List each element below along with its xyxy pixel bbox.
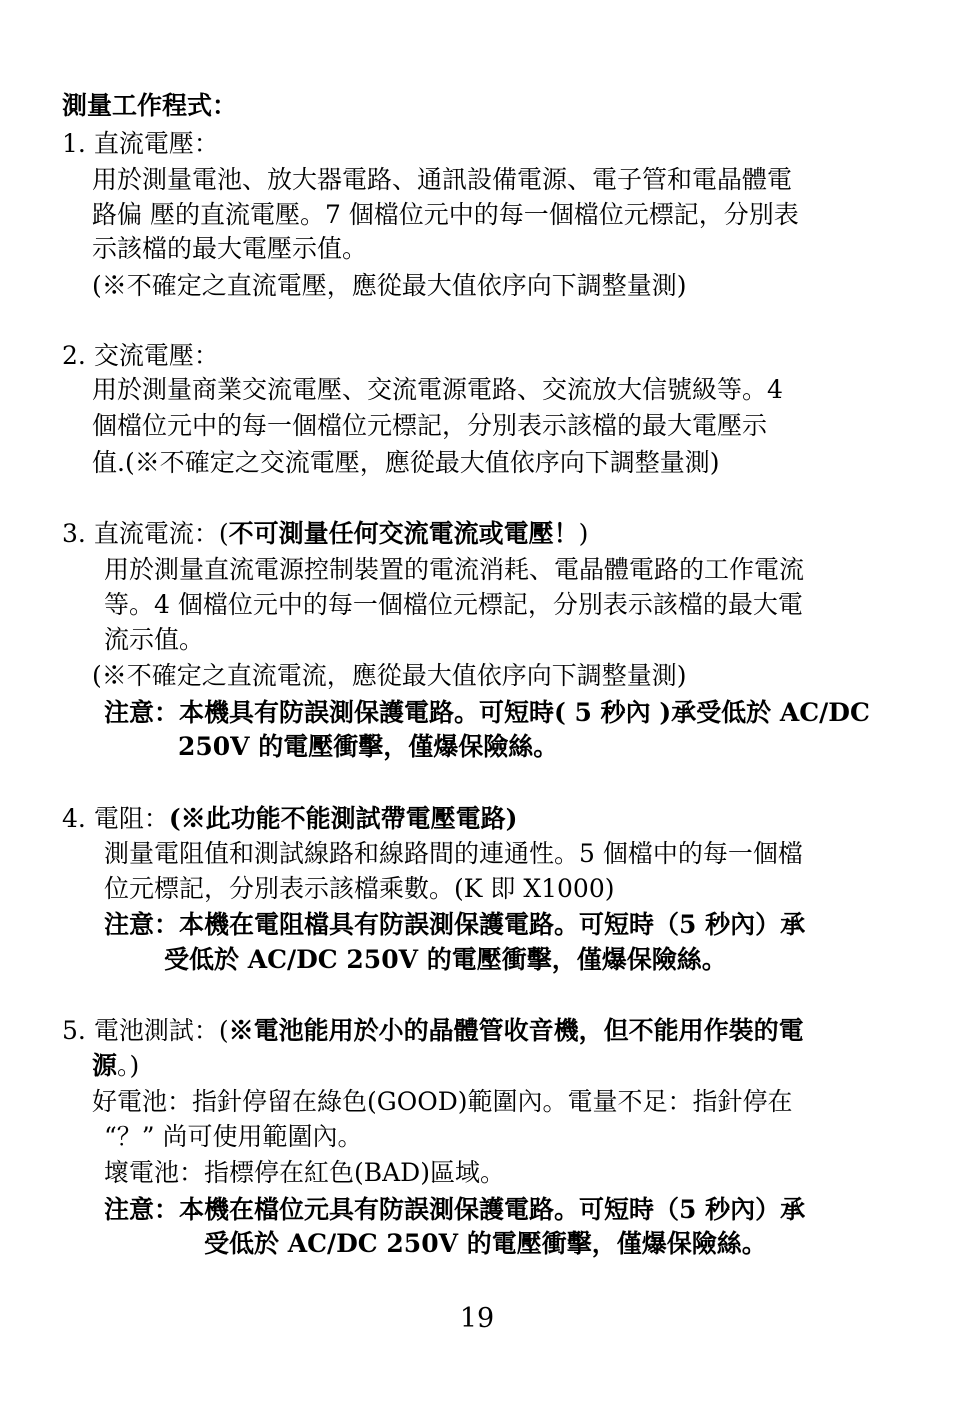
section-3-body-line-1: 用於測量直流電源控制裝置的電流消耗、電晶體電路的工作電流 [104,555,805,584]
section-5-title-continued [92,1050,139,1082]
section-3-warning-line-1: 注意：本機具有防誤測保護電路。可短時( 5 秒內 )承受低於 AC/DC [104,698,870,727]
section-5-warning-line-2: 受低於 AC/DC 250V 的電壓衝擊，僅爆保險絲。 [204,1229,767,1258]
section-5-warning-line-1: 注意：本機在檔位元具有防誤測保護電路。可短時（5 秒內）承 [104,1195,806,1224]
section-5-title-warning-cont: 源 [92,1051,118,1080]
section-3-body-line-3: 流示值。 [104,625,205,654]
section-4-body-line-1: 測量電阻值和測試線路和線路間的連通性。5 個檔中的每一個檔 [104,839,803,868]
section-2-body-line-3: 值.(※不確定之交流電壓，應從最大值依序向下調整量測) [92,448,720,477]
section-4-warning-line-1: 注意：本機在電阻檔具有防誤測保護電路。可短時（5 秒內）承 [104,910,806,939]
section-4-title [62,803,518,835]
section-5-title-text: 電池測試：( [93,1016,229,1045]
section-3-warning-line-2: 250V 的電壓衝擊，僅爆保險絲。 [178,732,559,761]
section-1-title [62,128,219,160]
section-3-body-line-2: 等。4 個檔位元中的每一個檔位元標記，分別表示該檔的最大電 [104,590,803,619]
section-3-title-end: ) [578,519,589,548]
section-5-title-end: 。) [117,1051,140,1080]
section-5-title [62,1015,804,1047]
section-4-body-line-2: 位元標記，分別表示該檔乘數。(K 即 X1000) [104,874,615,903]
section-1-body-line-2: 路偏 壓的直流電壓。7 個檔位元中的每一個檔位元標記，分別表 [92,200,799,229]
section-5-title-warning: ※電池能用於小的晶體管收音機，但不能用作裝的電 [228,1016,804,1045]
page-heading: 測量工作程式： [62,91,238,120]
section-5-body-line-3: 壞電池：指標停在紅色(BAD)區域。 [104,1158,505,1187]
section-3-title [62,518,588,550]
section-1-note: (※不確定之直流電壓，應從最大值依序向下調整量測) [92,271,687,300]
section-2-body-line-2: 個檔位元中的每一個檔位元標記，分別表示該檔的最大電壓示 [92,411,768,440]
section-2-body-line-1: 用於測量商業交流電壓、交流電源電路、交流放大信號級等。4 [92,375,783,404]
section-3-note: (※不確定之直流電流，應從最大值依序向下調整量測) [92,661,687,690]
section-5-body-line-1: 好電池：指針停留在綠色(GOOD)範圍內。電量不足：指針停在 [92,1087,793,1116]
section-3-number: 3. [62,519,86,548]
page-number: 19 [459,1303,495,1334]
section-1-number: 1. [62,129,86,158]
section-4-title-text: 電阻： [93,804,169,833]
section-5-number: 5. [62,1016,86,1045]
section-3-title-text: 直流電流：( [93,519,229,548]
section-4-title-warning: (※此功能不能測試帶電壓電路) [168,804,518,833]
section-4-number: 4. [62,804,86,833]
section-2-number: 2. [62,341,86,370]
section-1-title-text: 直流電壓： [93,129,219,158]
section-1-body-line-1: 用於測量電池、放大器電路、通訊設備電源、電子管和電晶體電 [92,165,793,194]
section-3-title-warning: 不可測量任何交流電流或電壓！ [228,519,579,548]
section-1-body-line-3: 示該檔的最大電壓示值。 [92,234,368,263]
section-2-title-text: 交流電壓： [93,341,219,370]
section-2-title [62,340,219,372]
section-5-body-line-2: “？” 尚可使用範圍內。 [104,1122,363,1151]
section-4-warning-line-2: 受低於 AC/DC 250V 的電壓衝擊，僅爆保險絲。 [164,945,727,974]
